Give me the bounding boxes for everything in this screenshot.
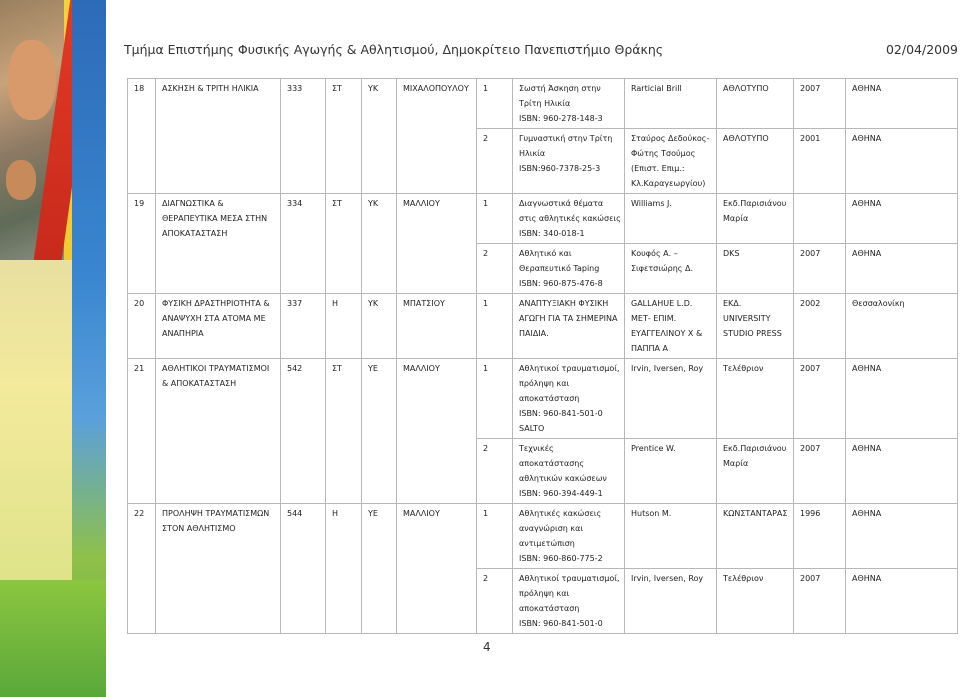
book-city: ΑΘΗΝΑ (846, 504, 958, 569)
book-year: 2007 (794, 244, 846, 294)
book-publisher: ΕΚΔ. UNIVERSITY STUDIO PRESS (717, 294, 794, 359)
row-number: 21 (128, 359, 156, 504)
book-author: GALLAHUE L.D. ΜΕΤ- ΕΠΙΜ. ΕΥΑΓΓΕΛΙΝΟΥ Χ & ΠΑΠΠΑ Α (625, 294, 717, 359)
decorative-side-banner (0, 0, 106, 697)
course-name: ΦΥΣΙΚΗ ΔΡΑΣΤΗΡΙΟΤΗΤΑ & ΑΝΑΨΥΧΗ ΣΤΑ ΑΤΟΜΑ ΜΕ ΑΝΑΠΗΡΙΑ (156, 294, 281, 359)
book-author: Irvin, Iversen, Roy (625, 359, 717, 439)
book-city: ΑΘΗΝΑ (846, 359, 958, 439)
book-number: 1 (477, 79, 513, 129)
book-year: 2002 (794, 294, 846, 359)
book-city: ΑΘΗΝΑ (846, 439, 958, 504)
book-city: ΑΘΗΝΑ (846, 194, 958, 244)
book-number: 1 (477, 504, 513, 569)
page-number: 4 (483, 640, 491, 654)
book-author: Σταύρος Δεδούκος-Φώτης Τσούμος (Επιστ. Επιμ.: Κλ.Καραγεωργίου) (625, 129, 717, 194)
green-band (0, 580, 106, 697)
book-title: Διαγνωστικά θέματα στις αθλητικές κακώσεις ISBN: 340-018-1 (513, 194, 625, 244)
course-category: ΥΚ (362, 294, 397, 359)
table-row (128, 294, 958, 359)
instructor-name: ΜΑΛΛΙΟΥ (397, 359, 477, 504)
book-publisher: Εκδ.Παρισιάνου Μαρία (717, 439, 794, 504)
instructor-name: ΜΑΛΛΙΟΥ (397, 194, 477, 294)
book-number: 1 (477, 294, 513, 359)
instructor-name: ΜΠΑΤΣΙΟΥ (397, 294, 477, 359)
book-number: 2 (477, 129, 513, 194)
row-number: 22 (128, 504, 156, 634)
book-publisher: ΚΩΝΣΤΑΝΤΑΡΑΣ (717, 504, 794, 569)
book-number: 2 (477, 244, 513, 294)
course-semester: Η (326, 504, 362, 634)
child-image (6, 160, 36, 200)
book-title: Σωστή Άσκηση στην Τρίτη Ηλικία ISBN: 960-278-148-3 (513, 79, 625, 129)
course-category: ΥΕ (362, 504, 397, 634)
book-title: Αθλητικοί τραυματισμοί, πρόληψη και αποκατάσταση ISBN: 960-841-501-0 (513, 569, 625, 634)
book-number: 2 (477, 439, 513, 504)
table-row (128, 79, 958, 129)
course-semester: Η (326, 294, 362, 359)
course-category: ΥΕ (362, 359, 397, 504)
instructor-name: ΜΑΛΛΙΟΥ (397, 504, 477, 634)
row-number: 20 (128, 294, 156, 359)
book-year: 1996 (794, 504, 846, 569)
course-code: 544 (281, 504, 326, 634)
book-title: Αθλητικό και Θεραπευτικό Taping ISBN: 960-875-476-8 (513, 244, 625, 294)
book-publisher: Τελέθριον (717, 569, 794, 634)
book-city: ΑΘΗΝΑ (846, 129, 958, 194)
course-code: 333 (281, 79, 326, 194)
book-city: ΑΘΗΝΑ (846, 569, 958, 634)
courses-table-body (128, 79, 958, 634)
book-publisher: ΑΘΛΟΤΥΠΟ (717, 79, 794, 129)
course-name: ΠΡΟΛΗΨΗ ΤΡΑΥΜΑΤΙΣΜΩΝ ΣΤΟΝ ΑΘΛΗΤΙΣΜΟ (156, 504, 281, 634)
course-code: 337 (281, 294, 326, 359)
book-title: ΑΝΑΠΤΥΞΙΑΚΗ ΦΥΣΙΚΗ ΑΓΩΓΗ ΓΙΑ ΤΑ ΣΗΜΕΡΙΝΑ ΠΑΙΔΙΑ. (513, 294, 625, 359)
course-code: 334 (281, 194, 326, 294)
pale-yellow-band (0, 260, 72, 580)
book-number: 1 (477, 194, 513, 244)
row-number: 19 (128, 194, 156, 294)
document-date: 02/04/2009 (885, 42, 958, 57)
book-city: ΑΘΗΝΑ (846, 79, 958, 129)
book-city: Θεσσαλονίκη (846, 294, 958, 359)
course-category: ΥΚ (362, 194, 397, 294)
book-publisher: ΑΘΛΟΤΥΠΟ (717, 129, 794, 194)
book-title: Γυμναστική στην Τρίτη Ηλικία ISBN:960-7378-25-3 (513, 129, 625, 194)
row-number: 18 (128, 79, 156, 194)
course-semester: ΣΤ (326, 359, 362, 504)
course-name: ΑΣΚΗΣΗ & ΤΡΙΤΗ ΗΛΙΚΙΑ (156, 79, 281, 194)
child-face-image (8, 40, 56, 120)
book-author: Williams J. (625, 194, 717, 244)
book-title: Τεχνικές αποκατάστασης αθλητικών κακώσεων ISBN: 960-394-449-1 (513, 439, 625, 504)
book-title: Αθλητικοί τραυματισμοί, πρόληψη και αποκατάσταση ISBN: 960-841-501-0 SALTO (513, 359, 625, 439)
course-name: ΔΙΑΓΝΩΣΤΙΚΑ & ΘΕΡΑΠΕΥΤΙΚΑ ΜΕΣΑ ΣΤΗΝ ΑΠΟΚΑΤΑΣΤΑΣΗ (156, 194, 281, 294)
book-author: Hutson M. (625, 504, 717, 569)
book-year: 2007 (794, 569, 846, 634)
course-semester: ΣΤ (326, 194, 362, 294)
book-year: 2007 (794, 439, 846, 504)
book-publisher: Εκδ.Παρισιάνου Μαρία (717, 194, 794, 244)
book-publisher: DKS (717, 244, 794, 294)
course-code: 542 (281, 359, 326, 504)
book-author: Rarticial Brill (625, 79, 717, 129)
course-name: ΑΘΛΗΤΙΚΟΙ ΤΡΑΥΜΑΤΙΣΜΟΙ & ΑΠΟΚΑΤΑΣΤΑΣΗ (156, 359, 281, 504)
book-number: 1 (477, 359, 513, 439)
book-year: 2007 (794, 359, 846, 439)
book-author: Κουφός Α. – Σιφετσιώρης Δ. (625, 244, 717, 294)
department-title: Τμήμα Επιστήμης Φυσικής Αγωγής & Αθλητισμού, Δημοκρίτειο Πανεπιστήμιο Θράκης (124, 42, 664, 57)
book-year (794, 194, 846, 244)
table-row (128, 504, 958, 569)
book-publisher: Τελέθριον (717, 359, 794, 439)
course-category: ΥΚ (362, 79, 397, 194)
book-title: Αθλητικές κακώσεις αναγνώριση και αντιμετώπιση ISBN: 960-860-775-2 (513, 504, 625, 569)
book-author: Irvin, Iversen, Roy (625, 569, 717, 634)
book-author: Prentice W. (625, 439, 717, 504)
instructor-name: ΜΙΧΑΛΟΠΟΥΛΟΥ (397, 79, 477, 194)
book-year: 2001 (794, 129, 846, 194)
book-year: 2007 (794, 79, 846, 129)
courses-table (127, 78, 958, 634)
table-row (128, 194, 958, 244)
book-number: 2 (477, 569, 513, 634)
course-semester: ΣΤ (326, 79, 362, 194)
book-city: ΑΘΗΝΑ (846, 244, 958, 294)
table-row (128, 359, 958, 439)
